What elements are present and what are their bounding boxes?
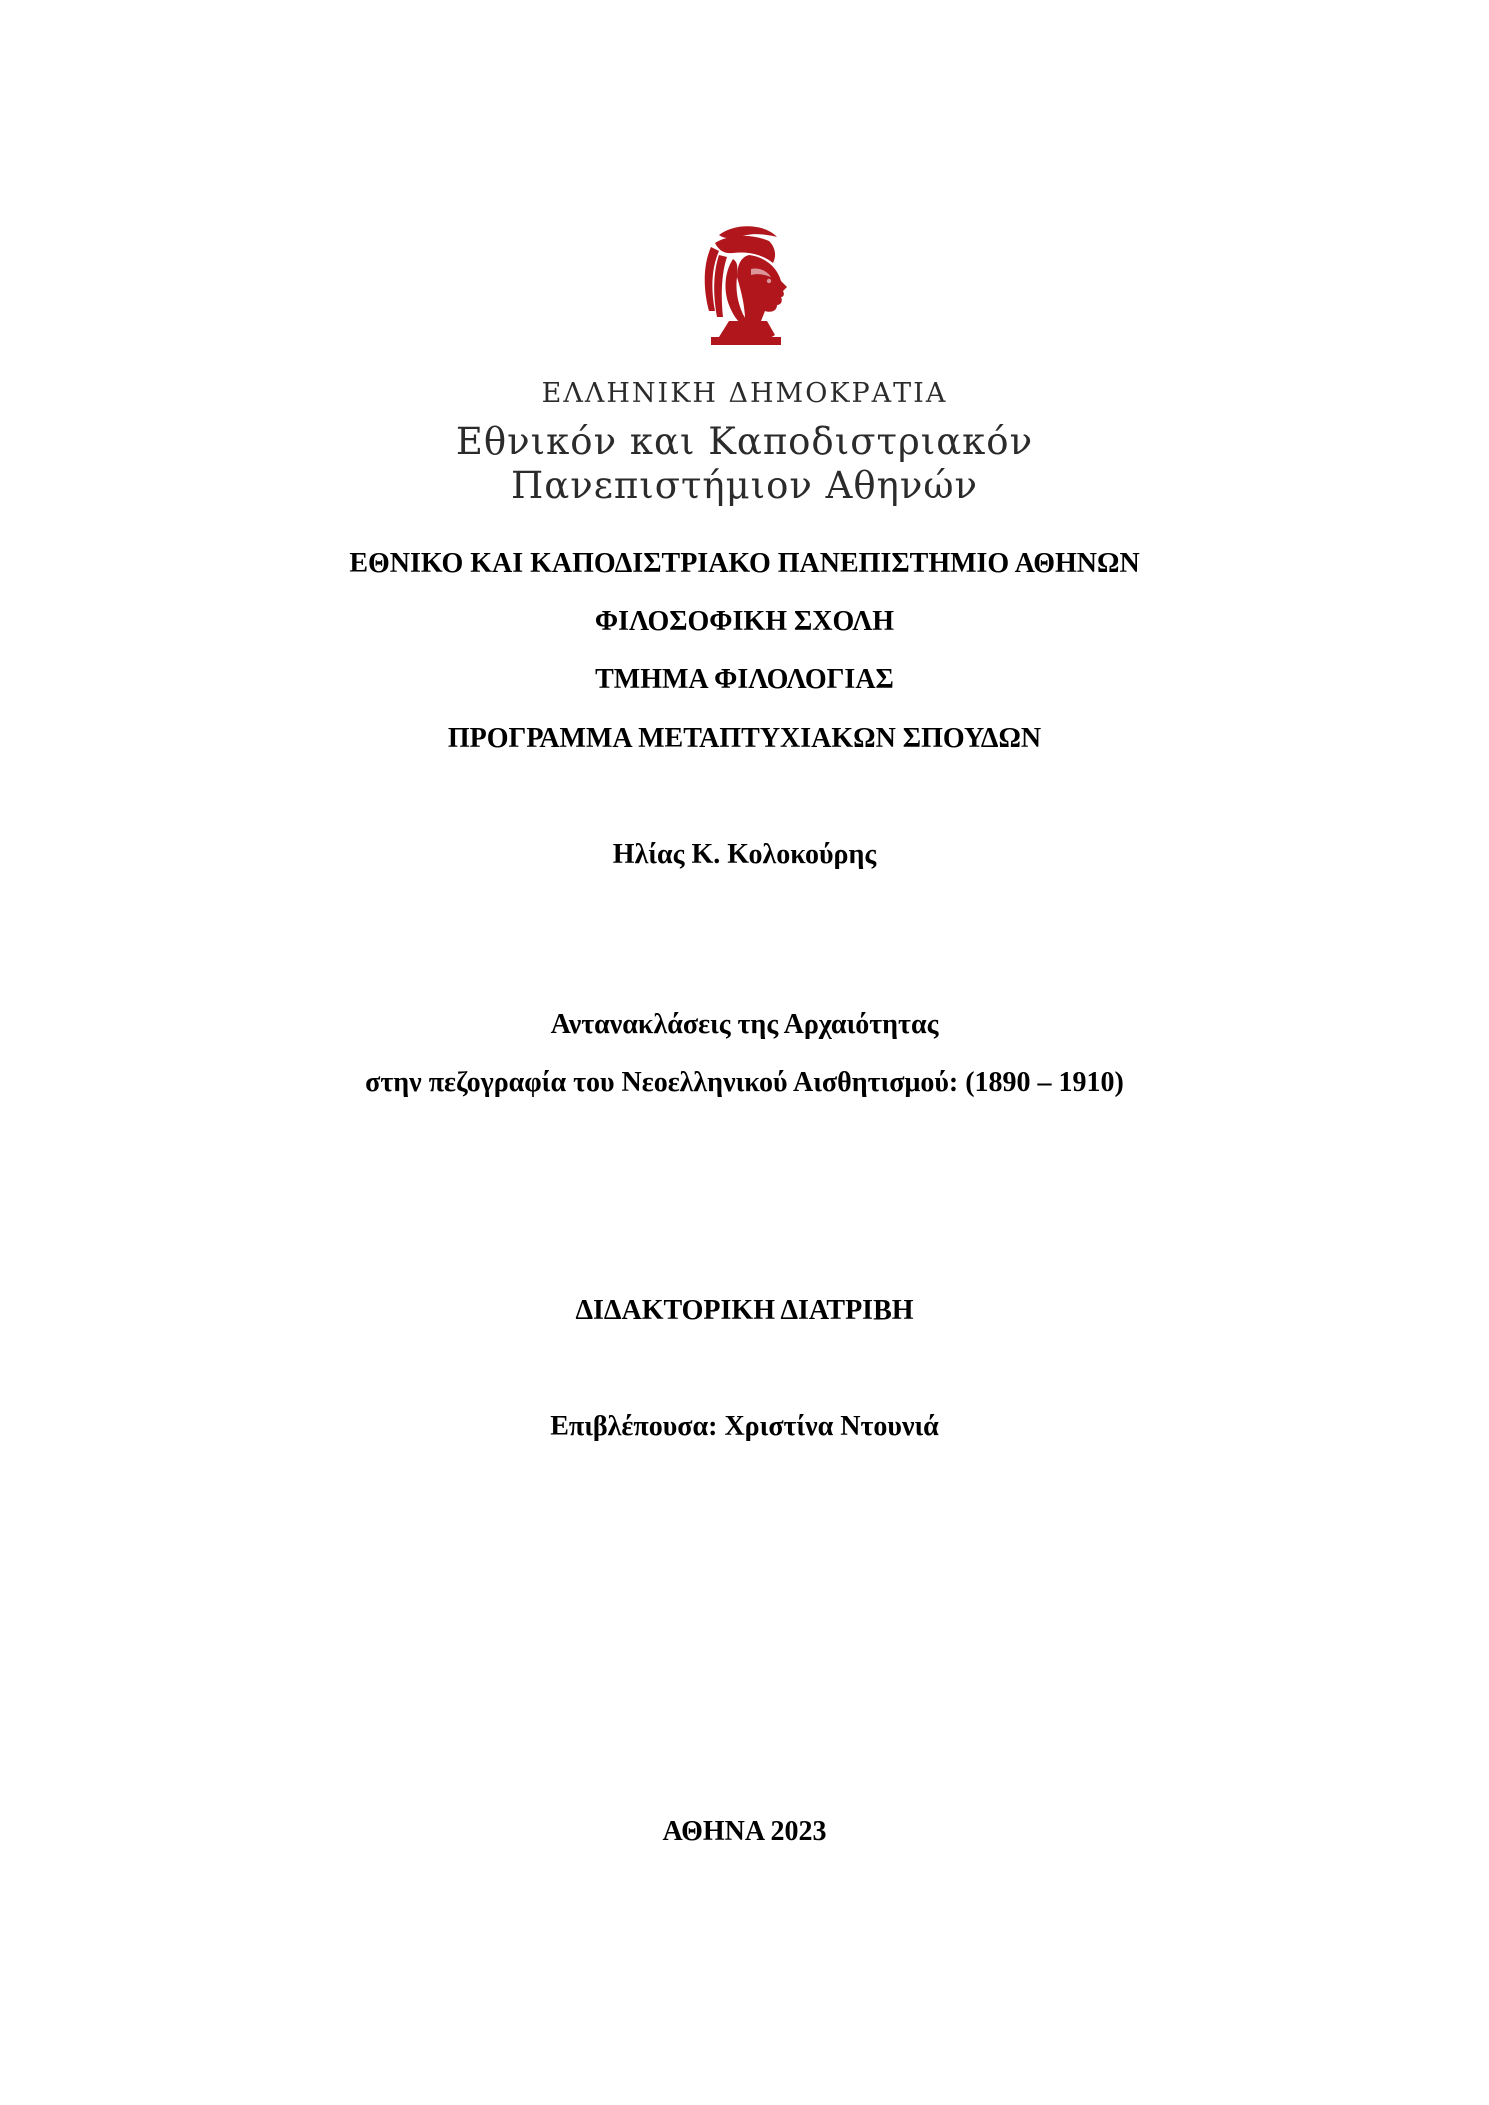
author-name: Ηλίας Κ. Κολοκούρης bbox=[612, 839, 877, 870]
school-name: ΦΙΛΟΣΟΦΙΚΗ ΣΧΟΛΗ bbox=[594, 606, 895, 637]
department-name: ΤΜΗΜΑ ΦΙΛΟΛΟΓΙΑΣ bbox=[595, 664, 894, 695]
athena-head-logo bbox=[689, 225, 799, 347]
thesis-title-line-1: Αντανακλάσεις της Αρχαιότητας bbox=[550, 1009, 939, 1040]
university-emblem-line-1: Εθνικόν και Καποδιστριακόν bbox=[455, 420, 1034, 463]
thesis-title-line-2: στην πεζογραφία του Νεοελληνικού Αισθητισμού: (1890 – 1910) bbox=[365, 1067, 1124, 1098]
thesis-type: ΔΙΔΑΚΤΟΡΙΚΗ ΔΙΑΤΡΙΒΗ bbox=[575, 1295, 914, 1326]
republic-emblem-text: ΕΛΛΗΝΙΚΗ ΔΗΜΟΚΡΑΤΙΑ bbox=[541, 378, 948, 409]
place-year: ΑΘΗΝΑ 2023 bbox=[662, 1816, 827, 1847]
supervisor: Επιβλέπουσα: Χριστίνα Ντουνιά bbox=[550, 1411, 939, 1442]
university-emblem-line-2: Πανεπιστήμιον Αθηνών bbox=[510, 464, 979, 507]
program-name: ΠΡΟΓΡΑΜΜΑ ΜΕΤΑΠΤΥΧΙΑΚΩΝ ΣΠΟΥΔΩΝ bbox=[447, 723, 1042, 754]
university-name: ΕΘΝΙΚΟ ΚΑΙ ΚΑΠΟΔΙΣΤΡΙΑΚΟ ΠΑΝΕΠΙΣΤΗΜΙΟ ΑΘΗΝΩΝ bbox=[349, 548, 1140, 579]
